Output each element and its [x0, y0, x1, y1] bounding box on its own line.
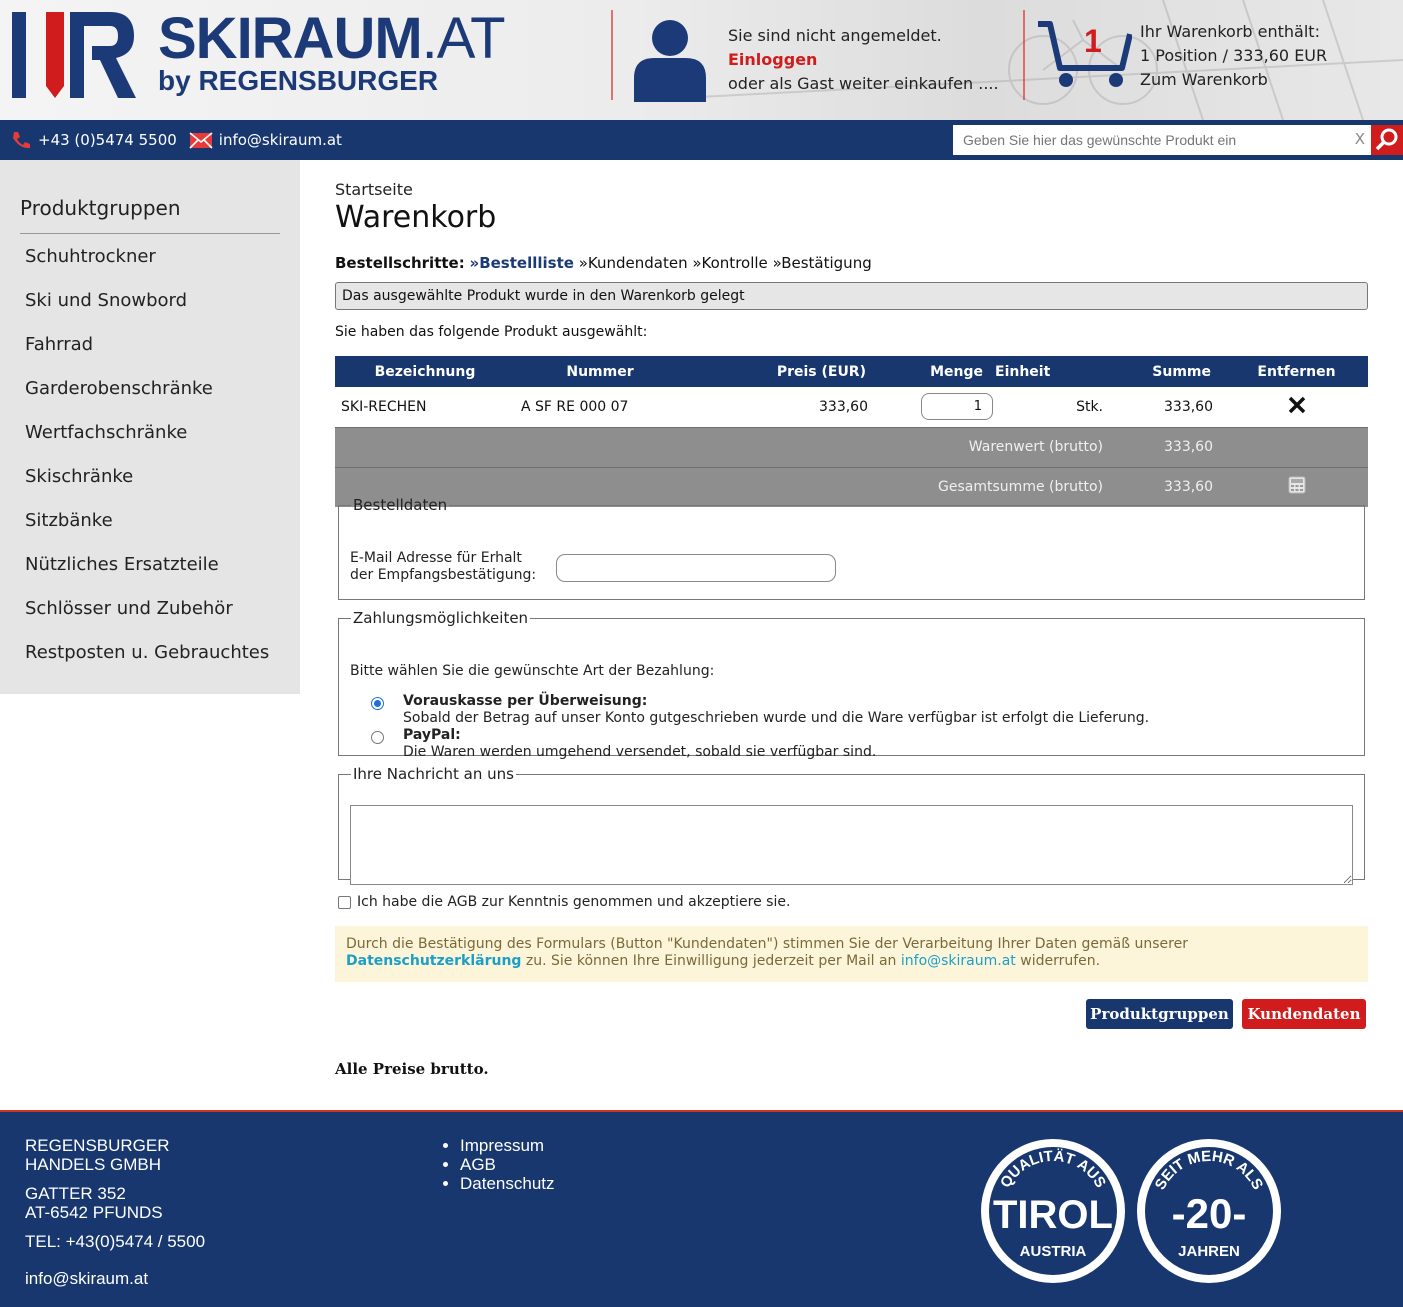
cell-sum: 333,60 [1164, 398, 1213, 415]
breadcrumb[interactable]: Startseite [335, 180, 413, 199]
search-button[interactable] [1371, 125, 1403, 155]
payment-legend: Zahlungsmöglichkeiten [353, 609, 529, 627]
footer-address: REGENSBURGER HANDELS GMBH GATTER 352 AT-6542 PFUNDS TEL: +43(0)5474 / 5500 info@skiraum.at [25, 1136, 206, 1288]
cart-link[interactable]: Zum Warenkorb [1140, 70, 1268, 89]
message-fieldset [338, 765, 1365, 880]
contact-info [10, 120, 342, 160]
cell-number: A SF RE 000 07 [521, 398, 629, 415]
sidebar-item-fahrrad[interactable]: Fahrrad [25, 334, 94, 355]
cart-notice: Das ausgewählte Produkt wurde in den Warenkorb gelegt [335, 282, 1368, 310]
mail-icon [189, 130, 213, 150]
logo-subtitle: by REGENSBURGER [158, 65, 439, 96]
cart-title: Ihr Warenkorb enthält: [1140, 22, 1320, 41]
order-steps [335, 254, 872, 272]
payment-radio-vorauskasse[interactable] [371, 697, 384, 710]
footer-phone[interactable]: TEL: +43(0)5474 / 5500 [25, 1232, 206, 1251]
login-box [728, 24, 999, 96]
cart-table [335, 356, 1368, 507]
privacy-policy-link[interactable]: Datenschutzerklärung [346, 953, 522, 969]
email-label: E-Mail Adresse für Erhalt der Empfangsbestätigung: [350, 550, 537, 583]
sidebar-item-schloesser[interactable]: Schlösser und Zubehör [25, 598, 233, 619]
message-legend: Ihre Nachricht an uns [353, 765, 514, 783]
customer-data-button[interactable]: Kundendaten [1242, 999, 1366, 1029]
shopping-cart-icon[interactable] [1036, 18, 1132, 90]
product-groups-button[interactable]: Produktgruppen [1086, 999, 1233, 1029]
sidebar-item-schuhtrockner[interactable]: Schuhtrockner [25, 246, 156, 267]
privacy-notice: Durch die Bestätigung des Formulars (Button "Kundendaten") stimmen Sie der Verarbeitung Ihrer Daten gemäß unserer Datenschutzerklärung zu. Sie können Ihre Einwilligung jederzeit per Mail an info@skiraum.at widerrufen. [335, 926, 1368, 982]
cell-name: SKI-RECHEN [341, 398, 427, 415]
sidebar [0, 160, 300, 694]
message-textarea[interactable] [350, 805, 1353, 885]
sidebar-item-ski-snowboard[interactable]: Ski und Snowbord [25, 290, 188, 311]
sidebar-menu [25, 242, 269, 682]
col-einheit: Einheit [995, 356, 1105, 387]
col-menge: Menge [870, 356, 995, 387]
selected-product-text: Sie haben das folgende Produkt ausgewählt: [335, 324, 648, 340]
sidebar-divider [20, 233, 280, 234]
search-clear-button[interactable]: X [1354, 130, 1365, 148]
cart-count: 1 [1084, 23, 1102, 59]
site-logo[interactable] [10, 6, 505, 102]
col-summe: Summe [1105, 356, 1225, 387]
footer-link-impressum[interactable]: • Impressum [460, 1136, 555, 1155]
sidebar-item-garderobenschraenke[interactable]: Garderobenschränke [25, 378, 213, 399]
order-data-legend: Bestelldaten [353, 496, 448, 514]
calculator-icon[interactable] [1288, 476, 1306, 494]
step-kontrolle: »Kontrolle [692, 254, 768, 272]
table-row [335, 387, 1368, 427]
payment-radio-paypal[interactable] [371, 731, 384, 744]
payment-option-vorauskasse: Vorauskasse per Überweisung: Sobald der Betrag auf unser Konto gutgeschrieben wurde und die Ware verfügbar ist erfolgt die Lieferung. [403, 693, 1150, 726]
logo-mark-icon [10, 10, 140, 100]
agb-row [338, 894, 790, 910]
agb-label[interactable]: Ich habe die AGB zur Kenntnis genommen und akzeptiere sie. [357, 894, 791, 910]
net-label: Warenwert (brutto) [335, 427, 1105, 467]
agb-checkbox[interactable] [338, 896, 351, 909]
cart-summary-box [1140, 20, 1327, 92]
cell-unit: Stk. [1076, 398, 1103, 415]
prices-note: Alle Preise brutto. [335, 1060, 489, 1078]
footer-links [440, 1136, 555, 1193]
payment-option-paypal: PayPal: Die Waren werden umgehend versendet, sobald sie verfügbar sind. [403, 727, 877, 760]
sidebar-item-sitzbaenke[interactable]: Sitzbänke [25, 510, 113, 531]
top-bar [0, 120, 1403, 160]
search-input[interactable] [953, 125, 1371, 155]
phone-icon [10, 130, 32, 150]
logo-title: SKIRAUM.AT [158, 6, 505, 71]
step-kundendaten: »Kundendaten [578, 254, 688, 272]
search-icon [1371, 125, 1403, 155]
email-link[interactable]: info@skiraum.at [218, 131, 342, 149]
col-preis: Preis (EUR) [685, 356, 870, 387]
col-bezeichnung: Bezeichnung [335, 356, 515, 387]
step-bestaetigung: »Bestätigung [772, 254, 872, 272]
quantity-input[interactable]: 1 [921, 393, 993, 420]
sidebar-item-wertfachschraenke[interactable]: Wertfachschränke [25, 422, 188, 443]
svg-text:-20-: -20- [1171, 1190, 1247, 1237]
cell-price: 333,60 [819, 398, 868, 415]
login-link[interactable]: Einloggen [728, 50, 818, 69]
footer-link-datenschutz[interactable]: • Datenschutz [460, 1174, 555, 1193]
privacy-email-link[interactable]: info@skiraum.at [900, 953, 1016, 969]
quality-tirol-badge [978, 1136, 1128, 1286]
cart-summary: 1 Position / 333,60 EUR [1140, 46, 1328, 65]
svg-text:AUSTRIA: AUSTRIA [1019, 1243, 1087, 1260]
footer [0, 1110, 1403, 1307]
sidebar-item-restposten[interactable]: Restposten u. Gebrauchtes [25, 642, 270, 663]
sidebar-item-ersatzteile[interactable]: Nützliches Ersatzteile [25, 554, 219, 575]
remove-icon[interactable] [1288, 396, 1306, 414]
net-row [335, 427, 1368, 467]
login-status: Sie sind nicht angemeldet. [728, 26, 942, 45]
order-data-fieldset [338, 496, 1365, 600]
header-divider [611, 10, 613, 100]
svg-text:JAHREN: JAHREN [1178, 1243, 1240, 1260]
steps-label: Bestellschritte: [335, 254, 465, 272]
payment-fieldset [338, 609, 1365, 760]
table-header-row [335, 356, 1368, 387]
sidebar-item-skischraenke[interactable]: Skischränke [25, 466, 134, 487]
svg-text:TIROL: TIROL [993, 1193, 1113, 1237]
step-bestellliste: »Bestellliste [469, 254, 574, 272]
svg-text:SEIT MEHR ALS: SEIT MEHR ALS [1151, 1147, 1267, 1193]
email-field[interactable] [556, 554, 836, 582]
sidebar-title: Produktgruppen [20, 196, 181, 220]
col-nummer: Nummer [515, 356, 685, 387]
footer-email[interactable]: info@skiraum.at [25, 1269, 149, 1288]
total-label: Gesamtsumme (brutto) [335, 467, 1105, 507]
total-value: 333,60 [1105, 467, 1225, 507]
col-entfernen: Entfernen [1225, 356, 1368, 387]
header-divider [1023, 10, 1025, 100]
net-value: 333,60 [1105, 427, 1225, 467]
phone-number[interactable]: +43 (0)5474 5500 [38, 131, 177, 149]
search-box [953, 125, 1371, 155]
user-icon[interactable] [630, 18, 710, 102]
since-years-badge [1134, 1136, 1284, 1286]
site-header [0, 0, 1403, 120]
page-title: Warenkorb [335, 200, 497, 235]
payment-prompt: Bitte wählen Sie die gewünschte Art der Bezahlung: [350, 663, 715, 679]
footer-link-agb[interactable]: • AGB [460, 1155, 555, 1174]
guest-checkout-link[interactable]: oder als Gast weiter einkaufen .... [728, 74, 999, 93]
svg-text:QUALITÄT AUS: QUALITÄT AUS [996, 1147, 1110, 1191]
